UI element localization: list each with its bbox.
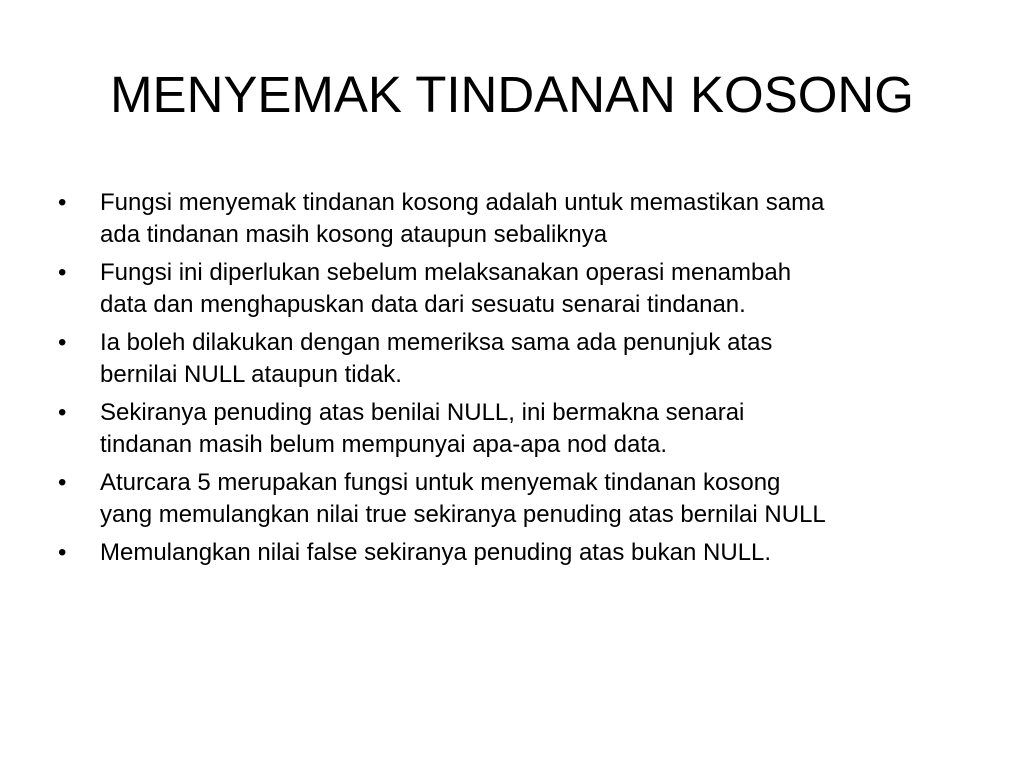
bullet-line: tindanan masih belum mempunyai apa-apa nod data.	[100, 431, 668, 458]
bullet-item	[58, 327, 978, 391]
bullet-line: Sekiranya penuding atas benilai NULL, ini bermakna senarai	[100, 399, 745, 426]
bullet-line: data dan menghapuskan data dari sesuatu senarai tindanan.	[100, 291, 746, 318]
bullet-text	[100, 397, 978, 461]
bullet-text	[100, 327, 978, 391]
bullet-item	[58, 187, 978, 251]
bullet-text	[100, 257, 978, 321]
bullet-line: bernilai NULL ataupun tidak.	[100, 361, 402, 388]
bullet-icon: •	[58, 469, 67, 496]
bullet-icon: •	[58, 329, 67, 356]
bullet-item	[58, 537, 978, 569]
bullet-line: ada tindanan masih kosong ataupun sebaliknya	[100, 221, 608, 248]
bullet-text	[100, 467, 978, 531]
bullet-icon: •	[58, 399, 67, 426]
slide-title: MENYEMAK TINDANAN KOSONG	[110, 66, 914, 123]
bullet-item	[58, 257, 978, 321]
bullet-line: Ia boleh dilakukan dengan memeriksa sama ada penunjuk atas	[100, 329, 773, 356]
bullet-line: Aturcara 5 merupakan fungsi untuk menyemak tindanan kosong	[100, 469, 781, 496]
bullet-icon: •	[58, 259, 67, 286]
bullet-line: yang memulangkan nilai true sekiranya penuding atas bernilai NULL	[100, 501, 826, 528]
bullet-line: Fungsi menyemak tindanan kosong adalah untuk memastikan sama	[100, 189, 825, 216]
bullet-icon: •	[58, 539, 67, 566]
bullet-text	[100, 537, 978, 569]
bullet-text	[100, 187, 978, 251]
bullet-list	[58, 187, 978, 575]
bullet-item	[58, 467, 978, 531]
bullet-item	[58, 397, 978, 461]
bullet-line: Fungsi ini diperlukan sebelum melaksanakan operasi menambah	[100, 259, 792, 286]
bullet-icon: •	[58, 189, 67, 216]
bullet-line: Memulangkan nilai false sekiranya penuding atas bukan NULL.	[100, 539, 772, 566]
